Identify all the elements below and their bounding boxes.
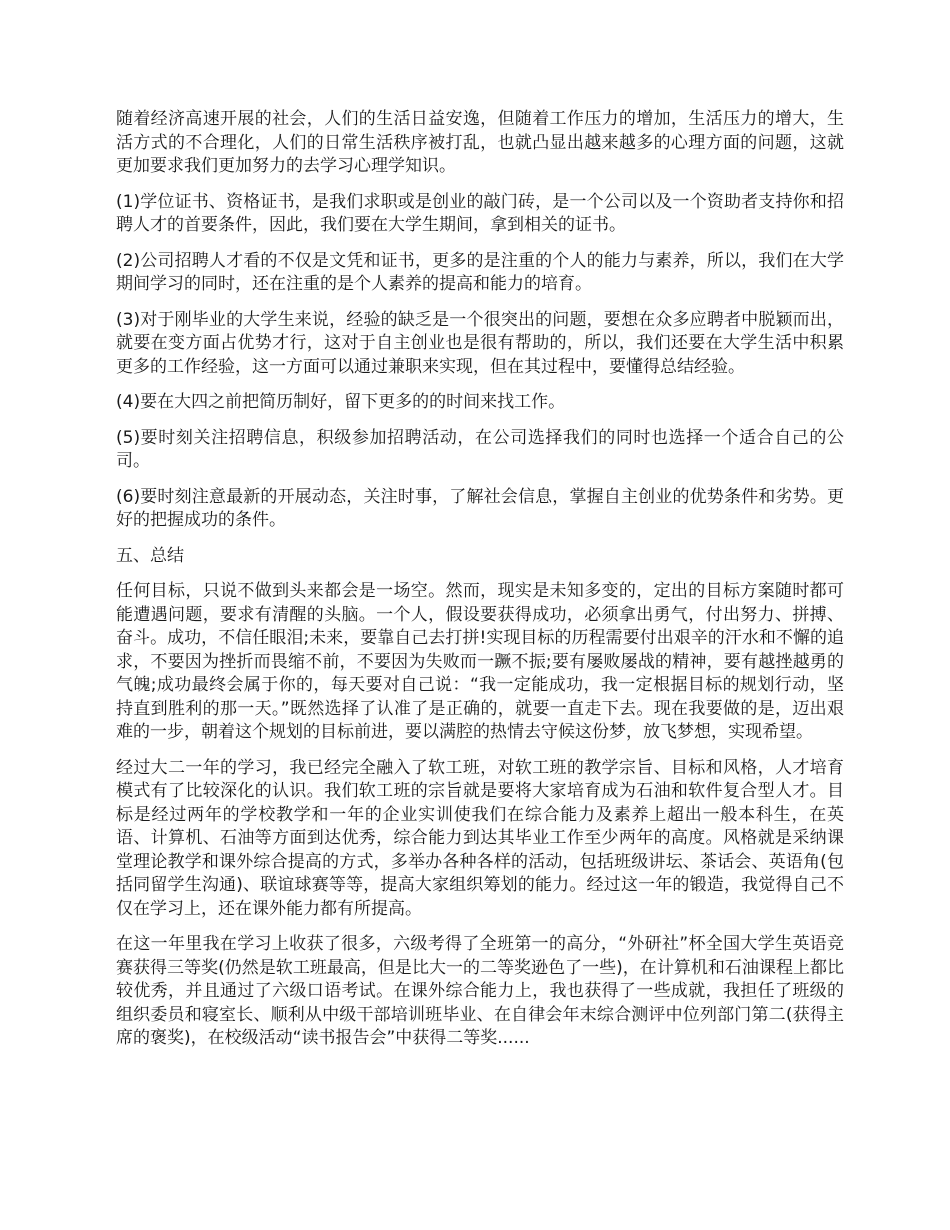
conclusion-paragraph: 在这一年里我在学习上收获了很多，六级考得了全班第一的高分，“外研社”杯全国大学生英语竞赛获得三等奖(仍然是软工班最高，但是比大一的二等奖逊色了一些)，在计算机和石油课程上都比较优秀，并且通过了六级口语考试。在课外综合能力上，我也获得了一些成就，我担任了班级的组织委员和寝室长、顺利从中级干部培训班毕业、在自律会年末综合测评中位列部门第二(获得主席的褒奖)，在校级活动“读书报告会”中获得二等奖...... (116, 934, 844, 1048)
document-body (116, 108, 844, 1063)
list-item: (4)要在大四之前把简历制好，留下更多的的时间来找工作。 (116, 392, 566, 412)
intro-paragraph: 随着经济高速开展的社会，人们的生活日益安逸，但随着工作压力的增加，生活压力的增大，生活方式的不合理化，人们的日常生活秩序被打乱，也就凸显出越来越多的心理方面的问题，这就更加要求我们更加努力的去学习心理学知识。 (116, 109, 844, 176)
list-item: (6)要时刻注意最新的开展动态，关注时事，了解社会信息，掌握自主创业的优势条件和劣势。更好的把握成功的条件。 (116, 486, 844, 530)
list-item: (3)对于刚毕业的大学生来说，经验的缺乏是一个很突出的问题，要想在众多应聘者中脱颖而出，就要在变方面占优势才行，这对于自主创业也是很有帮助的，所以，我们还要在大学生活中积累更多的工作经验，这一方面可以通过兼职来实现，但在其过程中，要懂得总结经验。 (116, 309, 844, 377)
list-item: (5)要时刻关注招聘信息，积级参加招聘活动，在公司选择我们的同时也选择一个适合自己的公司。 (116, 427, 844, 471)
list-item: (1)学位证书、资格证书，是我们求职或是创业的敲门砖，是一个公司以及一个资助者支持你和招聘人才的首要条件，因此，我们要在大学生期间，拿到相关的证书。 (116, 191, 844, 235)
list-item: (2)公司招聘人才看的不仅是文凭和证书，更多的是注重的个人的能力与素养，所以，我们在大学期间学习的同时，还在注重的是个人素养的提高和能力的培育。 (116, 250, 844, 294)
conclusion-paragraph: 经过大二一年的学习，我已经完全融入了软工班，对软工班的教学宗旨、目标和风格，人才培育模式有了比较深化的认识。我们软工班的宗旨就是要将大家培育成为石油和软件复合型人才。目标是经过两年的学校教学和一年的企业实训使我们在综合能力及素养上超出一般本科生，在英语、计算机、石油等方面到达优秀，综合能力到达其毕业工作至少两年的高度。风格就是采纳课堂理论教学和课外综合提高的方式，多举办各种各样的活动，包括班级讲坛、茶话会、英语角(包括同留学生沟通)、联谊球赛等等，提高大家组织筹划的能力。经过这一年的锻造，我觉得自己不仅在学习上，还在课外能力都有所提高。 (116, 757, 844, 919)
section-heading: 五、总结 (116, 545, 184, 566)
conclusion-paragraph: 任何目标，只说不做到头来都会是一场空。然而，现实是未知多变的，定出的目标方案随时都可能遭遇问题，要求有清醒的头脑。一个人，假设要获得成功，必须拿出勇气，付出努力、拼搏、奋斗。成功，不信任眼泪;未来，要靠自己去打拼!实现目标的历程需要付出艰辛的汗水和不懈的追求，不要因为挫折而畏缩不前，不要因为失败而一蹶不振;要有屡败屡战的精神，要有越挫越勇的气魄;成功最终会属于你的，每天要对自己说：“我一定能成功，我一定根据目标的规划行动，坚持直到胜利的那一天。”既然选择了认准了是正确的，就要一直走下去。现在我要做的是，迈出艰难的一步，朝着这个规划的目标前进，要以满腔的热情去守候这份梦，放飞梦想，实现希望。 (116, 581, 844, 742)
